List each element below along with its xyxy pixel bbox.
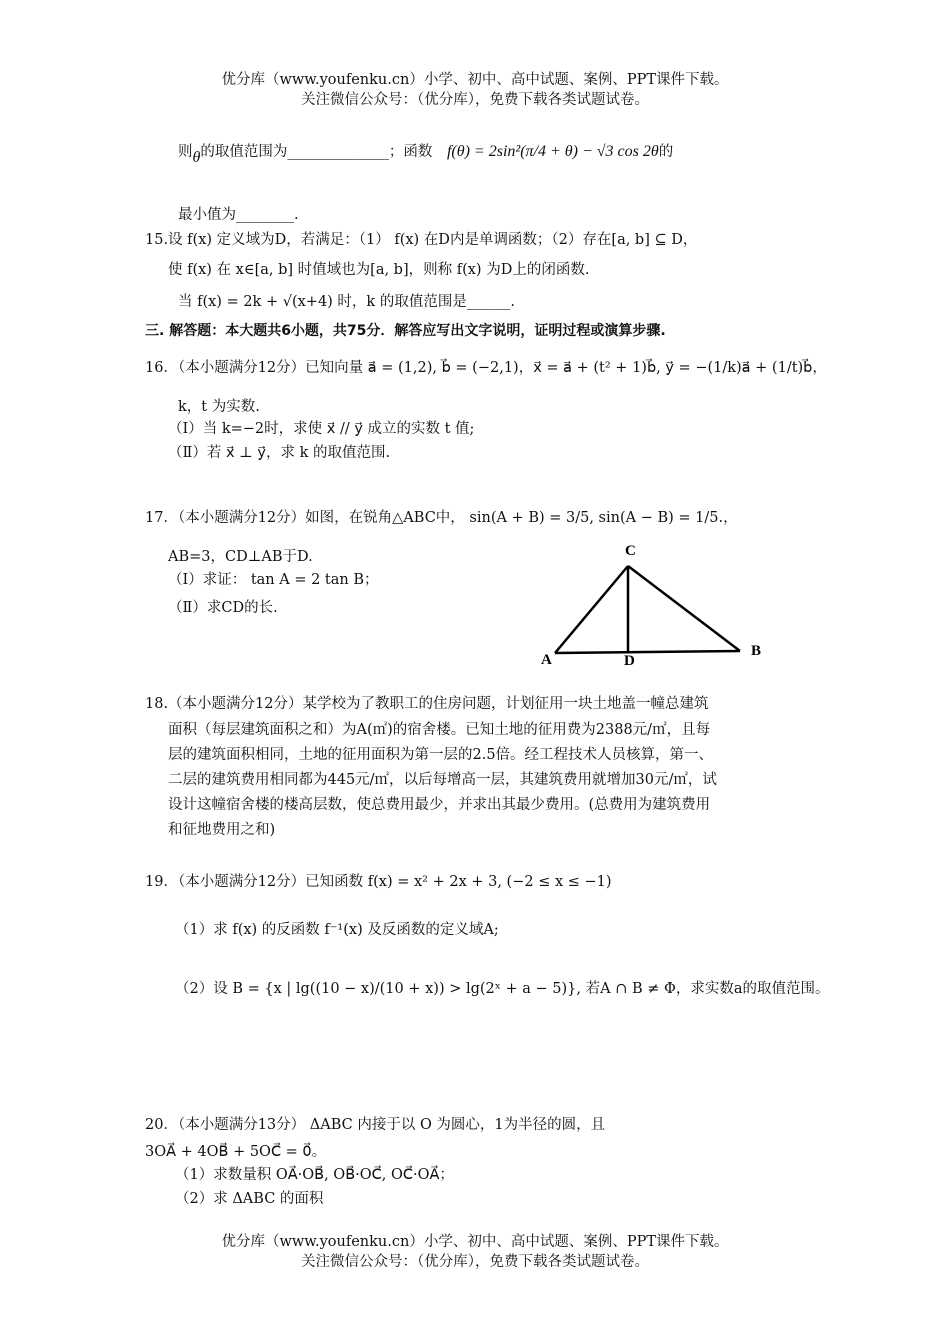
- q19-line-2: （1）求 f(x) 的反函数 f⁻¹(x) 及反函数的定义域A;: [175, 922, 499, 938]
- footer-line-2: 关注微信公众号：（优分库），免费下载各类试题试卷。: [301, 1254, 649, 1270]
- q18-line-4: 二层的建筑费用相同都为445元/㎡，以后每增高一层，其建筑费用就增加30元/㎡，试: [168, 772, 717, 788]
- q16-line-2: k，t 为实数.: [178, 399, 260, 415]
- q15-line-3: 当 f(x) = 2k + √(x+4) 时，k 的取值范围是______.: [178, 294, 515, 310]
- side-ab: [555, 651, 740, 653]
- q19-line-3: （2）设 B = {x | lg((10 − x)/(10 + x)) > lg(2ˣ + a − 5)}, 若A ∩ B ≠ Φ，求实数a的取值范围。: [175, 981, 830, 997]
- footer-line-1: 优分库（www.youfenku.cn）小学、初中、高中试题、案例、PPT课件下载。: [221, 1234, 729, 1250]
- section-3-heading: 三. 解答题：本大题共6小题，共75分．解答应写出文字说明，证明过程或演算步骤.: [145, 323, 666, 339]
- q18-line-1: 18.（本小题满分12分）某学校为了教职工的住房问题，计划征用一块土地盖一幢总建筑: [145, 696, 709, 712]
- q14-line-2: 最小值为________.: [178, 207, 299, 223]
- triangle-figure: [535, 538, 775, 673]
- q17-line-3: （Ⅰ）求证： tan A = 2 tan B；: [168, 572, 379, 588]
- q17-line-2: AB=3，CD⊥AB于D.: [168, 549, 313, 565]
- q20-line-3: （1）求数量积 OA⃗·OB⃗, OB⃗·OC⃗, OC⃗·OA⃗；: [175, 1167, 454, 1183]
- side-ac: [555, 566, 628, 653]
- q18-line-5: 设计这幢宿舍楼的楼高层数，使总费用最少，并求出其最少费用。(总费用为建筑费用: [168, 797, 711, 813]
- side-cb: [628, 566, 740, 651]
- q14-theta: θ: [192, 149, 201, 166]
- q18-line-3: 层的建筑面积相同，土地的征用面积为第一层的2.5倍。经工程技术人员核算，第一、: [168, 747, 714, 763]
- q14-text-c: 的: [658, 144, 674, 160]
- q20-line-4: （2）求 ΔABC 的面积: [175, 1191, 324, 1207]
- q16-line-4: （Ⅱ）若 x⃗ ⊥ y⃗，求 k 的取值范围.: [168, 445, 391, 461]
- q20-line-2: 3OA⃗ + 4OB⃗ + 5OC⃗ = 0⃗。: [145, 1144, 327, 1160]
- q15-line-1: 15.设 f(x) 定义域为D，若满足：（1） f(x) 在D内是单调函数；（2）存在[a, b] ⊆ D，: [145, 232, 698, 248]
- q18-line-6: 和征地费用之和): [168, 822, 276, 838]
- q16-line-1: 16．（本小题满分12分）已知向量 a⃗ = (1,2), b⃗ = (−2,1)，x⃗ = a⃗ + (t² + 1)b⃗, y⃗ = −(1/k)a⃗ + (1/t)b⃗，: [145, 360, 827, 376]
- q15-line-2: 使 f(x) 在 x∈[a, b] 时值域也为[a, b]，则称 f(x) 为D上的闭函数.: [168, 262, 590, 278]
- q14-text-a: 则: [178, 144, 193, 160]
- q17-line-4: （Ⅱ）求CD的长.: [168, 600, 278, 616]
- q16-line-3: （Ⅰ）当 k=−2时，求使 x⃗ // y⃗ 成立的实数 t 值;: [168, 421, 475, 437]
- label-b: B: [751, 643, 762, 659]
- label-a: A: [541, 652, 552, 668]
- header-line-2: 关注微信公众号：（优分库），免费下载各类试题试卷。: [301, 92, 649, 108]
- label-d: D: [624, 653, 635, 669]
- label-c: C: [625, 543, 636, 559]
- q14-function: f(θ) = 2sin²(π/4 + θ) − √3 cos 2θ: [446, 143, 659, 160]
- q20-line-1: 20．（本小题满分13分） ΔABC 内接于以 O 为圆心，1为半径的圆，且: [145, 1117, 606, 1133]
- q17-line-1: 17．（本小题满分12分）如图，在锐角△ABC中， sin(A + B) = 3/5, sin(A − B) = 1/5.，: [145, 510, 738, 526]
- q19-line-1: 19．（本小题满分12分）已知函数 f(x) = x² + 2x + 3, (−2 ≤ x ≤ −1): [145, 874, 612, 890]
- q14-text-b: 的取值范围为______________；函数: [200, 144, 433, 160]
- header-line-1: 优分库（www.youfenku.cn）小学、初中、高中试题、案例、PPT课件下载。: [221, 72, 729, 88]
- q18-line-2: 面积（每层建筑面积之和）为A(㎡)的宿舍楼。已知土地的征用费为2388元/㎡，且每: [168, 722, 711, 738]
- q14-line-1: [178, 140, 674, 166]
